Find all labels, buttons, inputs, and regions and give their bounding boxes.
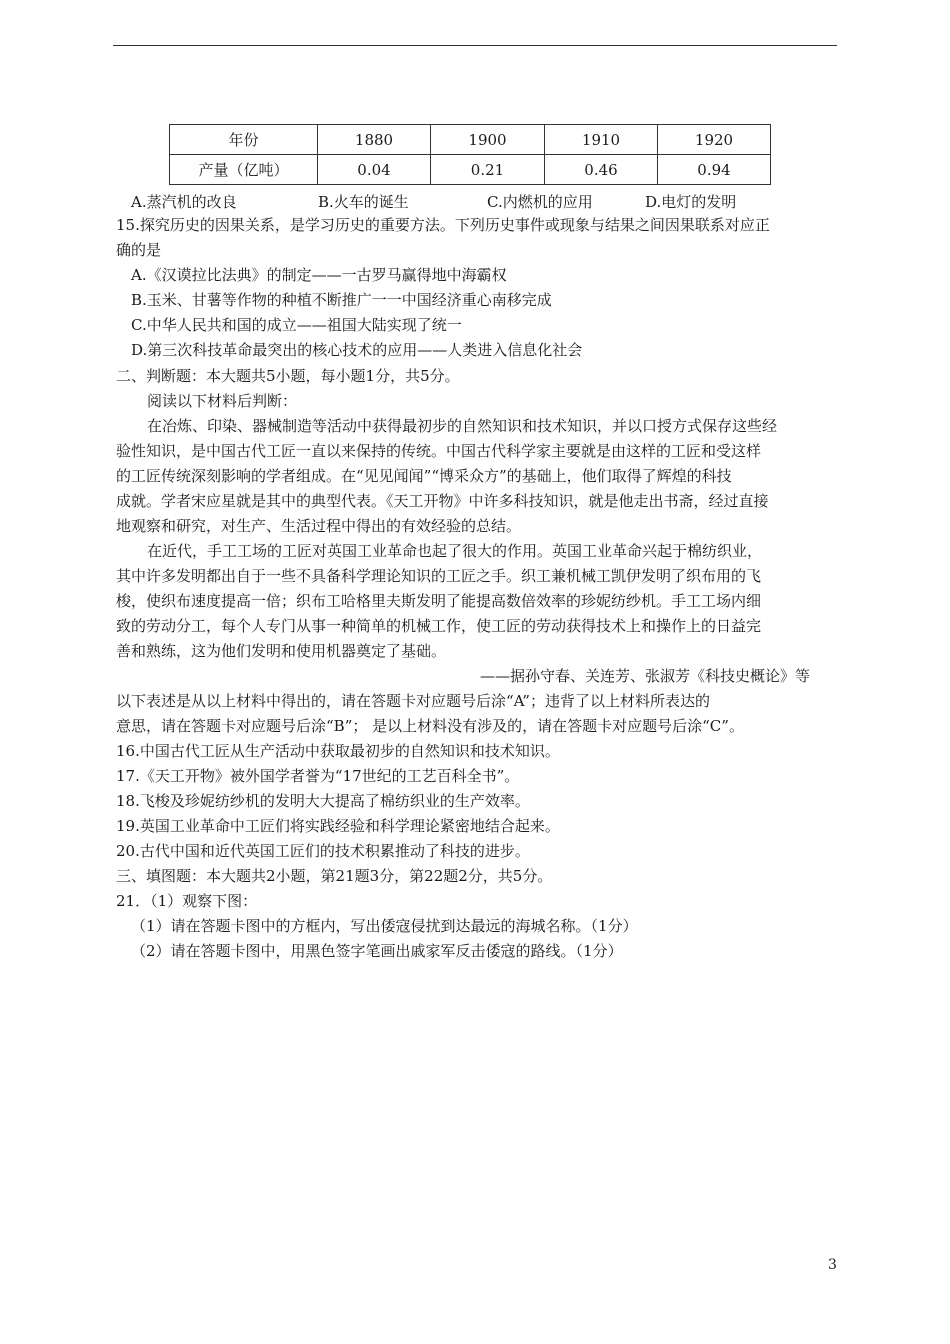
table-row [170, 155, 771, 185]
q14-option-d: D.电灯的发明 [645, 193, 737, 211]
material-source: ——据孙守春、关连芳、张淑芳《科技史概论》等 [480, 667, 811, 685]
material-para1-line: 验性知识，是中国古代工匠一直以来保持的传统。中国古代科学家主要就是由这样的工匠和受这样 [116, 442, 762, 460]
q15-stem-cont: 确的是 [116, 241, 162, 259]
material-para1-line: 在冶炼、印染、器械制造等活动中获得最初步的自然知识和技术知识，并以口授方式保存这些经 [147, 417, 778, 435]
material-para1-line: 的工匠传统深刻影响的学者组成。在“见见闻闻”“博采众方”的基础上，他们取得了辉煌的科技 [116, 467, 732, 485]
q21-sub-2: （2）请在答题卡图中，用黑色签字笔画出戚家军反击倭寇的路线。（1分） [131, 942, 623, 960]
instruction-line: 意思，请在答题卡对应题号后涂“B”； 是以上材料没有涉及的，请在答题卡对应题号后涂“C”。 [116, 717, 744, 735]
header-rule [113, 45, 837, 46]
q21-sub-1: （1）请在答题卡图中的方框内，写出倭寇侵扰到达最远的海城名称。（1分） [131, 917, 638, 935]
table-cell: 产量（亿吨） [170, 155, 318, 185]
section3-heading: 三、填图题：本大题共2小题，第21题3分，第22题2分，共5分。 [116, 867, 553, 885]
table-cell: 0.21 [431, 155, 545, 185]
material-para2-line: 其中许多发明都出自于一些不具备科学理论知识的工匠之手。织工兼机械工凯伊发明了织布用的飞 [116, 567, 762, 585]
section2-intro: 阅读以下材料后判断： [147, 392, 298, 410]
table-cell: 年份 [170, 125, 318, 155]
q15-option-c: C.中华人民共和国的成立——祖国大陆实现了统一 [131, 316, 462, 334]
material-para2-line: 在近代，手工工场的工匠对英国工业革命也起了很大的作用。英国工业革命兴起于棉纺织业， [147, 542, 763, 560]
section2-heading: 二、判断题：本大题共5小题，每小题1分，共5分。 [116, 367, 460, 385]
material-para1-line: 地观察和研究，对生产、生活过程中得出的有效经验的总结。 [116, 517, 522, 535]
material-para1-line: 成就。学者宋应星就是其中的典型代表。《天工开物》中许多科技知识，就是他走出书斋，经过直接 [116, 492, 769, 510]
q14-option-a: A.蒸汽机的改良 [131, 193, 237, 211]
table-cell: 1920 [658, 125, 771, 155]
q14-option-b: B.火车的诞生 [318, 193, 409, 211]
material-para2-line: 致的劳动分工，每个人专门从事一种简单的机械工作，使工匠的劳动获得技术上和操作上的日益完 [116, 617, 762, 635]
table-cell: 1910 [545, 125, 658, 155]
judgement-item-20: 20.古代中国和近代英国工匠们的技术积累推动了科技的进步。 [116, 842, 530, 860]
q15-stem: 15.探究历史的因果关系，是学习历史的重要方法。下列历史事件或现象与结果之间因果联系对应正 [116, 216, 770, 234]
material-para2-line: 善和熟练，这为他们发明和使用机器奠定了基础。 [116, 642, 447, 660]
page-number: 3 [828, 1257, 837, 1273]
table-cell: 1900 [431, 125, 545, 155]
table-cell: 0.04 [318, 155, 431, 185]
q14-option-c: C.内燃机的应用 [487, 193, 593, 211]
instruction-line: 以下表述是从以上材料中得出的，请在答题卡对应题号后涂“A”；违背了以上材料所表达的 [116, 692, 710, 710]
q15-option-d: D.第三次科技革命最突出的核心技术的应用——人类进入信息化社会 [131, 341, 583, 359]
table-cell: 0.46 [545, 155, 658, 185]
judgement-item-17: 17.《天工开物》被外国学者誉为“17世纪的工艺百科全书”。 [116, 767, 520, 785]
q21-stem: 21．（1）观察下图： [116, 892, 258, 910]
judgement-item-18: 18.飞梭及珍妮纺纱机的发明大大提高了棉纺织业的生产效率。 [116, 792, 530, 810]
judgement-item-19: 19.英国工业革命中工匠们将实践经验和科学理论紧密地结合起来。 [116, 817, 560, 835]
material-para2-line: 梭，使织布速度提高一倍；织布工哈格里夫斯发明了能提高数倍效率的珍妮纺纱机。手工工场内细 [116, 592, 762, 610]
table-header-row [170, 125, 771, 155]
table-cell: 1880 [318, 125, 431, 155]
q15-option-b: B.玉米、甘薯等作物的种植不断推广一一中国经济重心南移完成 [131, 291, 552, 309]
production-table [169, 124, 771, 185]
q15-option-a: A.《汉谟拉比法典》的制定——一古罗马赢得地中海霸权 [131, 266, 507, 284]
table-cell: 0.94 [658, 155, 771, 185]
judgement-item-16: 16.中国古代工匠从生产活动中获取最初步的自然知识和技术知识。 [116, 742, 560, 760]
